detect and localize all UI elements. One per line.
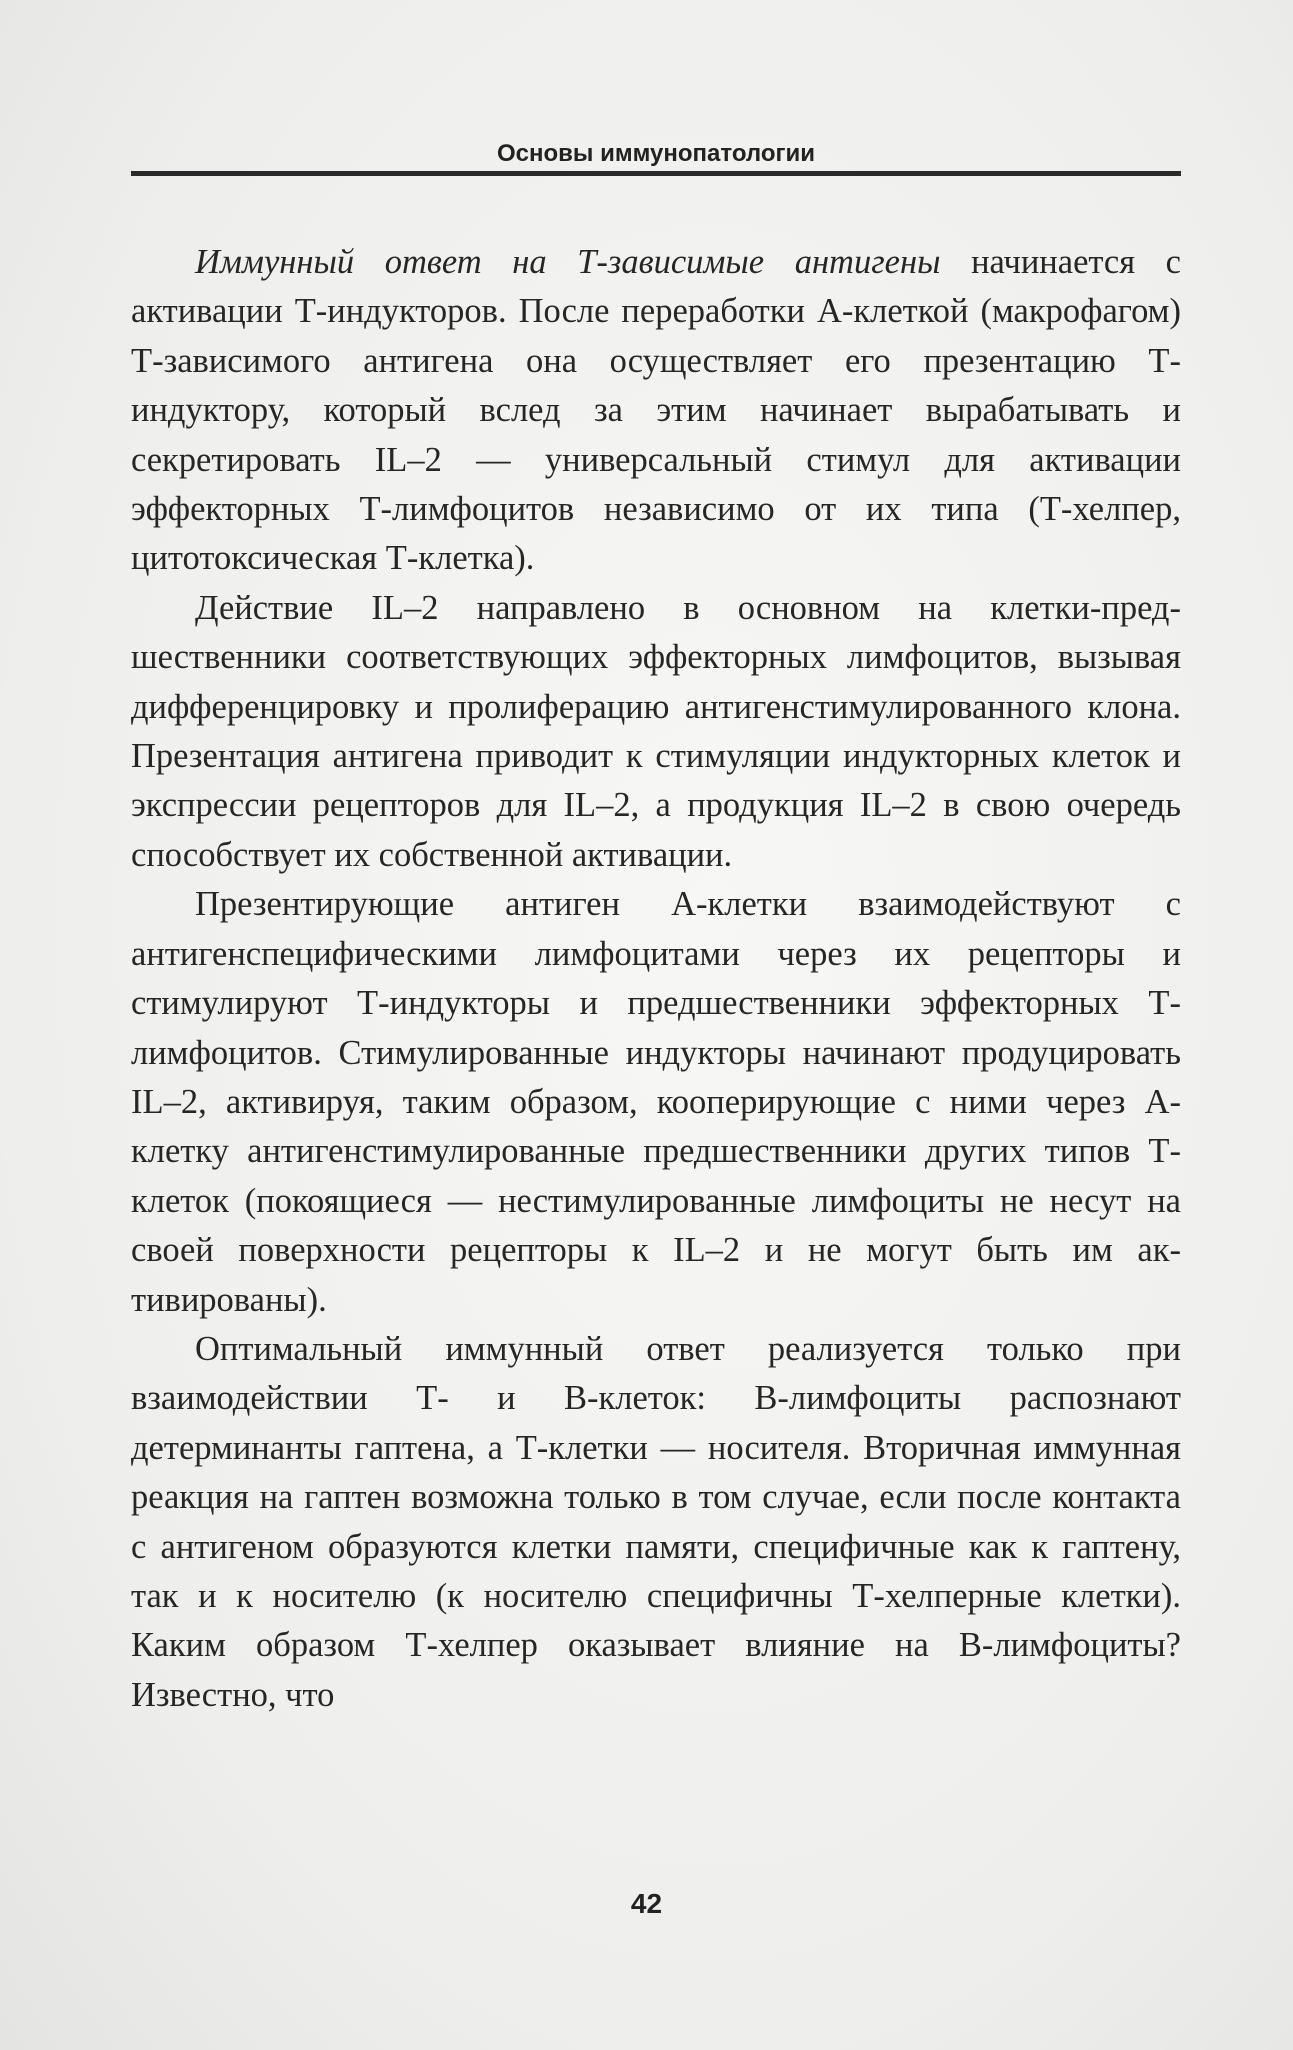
paragraph-1-italic-lead: Иммунный ответ на Т-зависимые антигены [195,243,941,281]
header-rule [131,171,1181,176]
paragraph-1 [131,238,1181,584]
paragraph-2-text: Действие IL–2 направлено в основном на клетки-предшественники соответствующих эффекторных лимфоцитов, вызывая дифференцировку и пролиферацию антигенстимулированного клона. Презентация антигена приводит к стимуляции индукторных клеток и экспрессии рецепторов для IL–2, а продукция IL–2 в свою очередь способствует их собственной активации. [131,588,1181,874]
page-number: 42 [630,1888,663,1919]
paragraph-4-text: Оптимальный иммунный ответ реализуется только при взаимодействии Т- и В-клеток: В-лимфоциты распознают детерминанты гаптена, а Т-клетки — носителя. Вторичная иммунная реакция на гаптен возможна только в том случае, если после контакта с антигеном образуются клетки памяти, специфичные как к гаптену, так и к носителю (к носителю специфичны Т-хелперные клетки). Каким образом Т-хелпер оказывает влияние на В-лимфоциты? Известно, что [131,1329,1181,1714]
paragraph-3 [131,880,1181,1325]
running-head: Основы иммунопатологии [497,140,815,167]
paragraph-2 [131,584,1181,880]
paragraph-4 [131,1325,1181,1720]
paragraph-1-text: начинается с активации Т-индукторов. После переработки А-клеткой (макрофагом) Т-зависимого антигена она осуществляет его презентацию Т-индуктору, который вслед за этим начинает вырабатывать и секретировать IL–2 — универсальный стимул для активации эффекторных Т-лимфоцитов независимо от их типа (Т-хелпер, цитотоксическая Т-клетка). [131,243,1181,578]
paragraph-3-text: Презентирующие антиген А-клетки взаимодействуют с антигенспецифическими лимфоцитами через их рецепторы и стимулируют Т-индукторы и предшественники эффекторных Т-лимфоцитов. Стимулированные индукторы начинают продуцировать IL–2, активируя, таким образом, кооперирующие с ними через А-клетку антигенстимулированные предшественники других типов Т-клеток (покоящиеся — нестимулированные лимфоциты не несут на своей поверхности рецепторы к IL–2 и не могут быть им активированы). [131,885,1181,1319]
body-text [131,238,1181,1720]
